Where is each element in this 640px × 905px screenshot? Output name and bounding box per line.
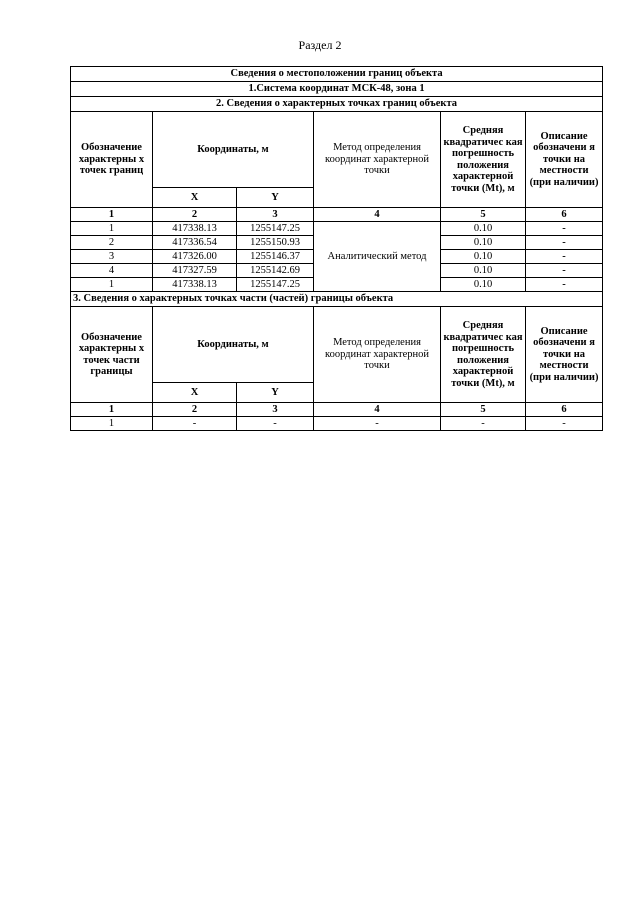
error-cell: 0.10 [441, 250, 526, 264]
y-cell: - [237, 417, 314, 431]
section3-title: 3. Сведения о характерных точках части (частей) границы объекта [71, 292, 603, 307]
col-number: 4 [314, 208, 441, 222]
method-cell: - [314, 417, 441, 431]
boundaries-table [70, 66, 603, 431]
point-cell: 1 [71, 417, 153, 431]
point-cell: 4 [71, 264, 153, 278]
error-cell: 0.10 [441, 264, 526, 278]
point-cell: 1 [71, 278, 153, 292]
coord-system: 1.Система координат МСК-48, зона 1 [71, 82, 603, 97]
col-number: 1 [71, 403, 153, 417]
x-cell: - [153, 417, 237, 431]
point-cell: 2 [71, 236, 153, 250]
x-cell: 417336.54 [153, 236, 237, 250]
header-y: Y [237, 188, 314, 208]
error-cell: - [441, 417, 526, 431]
x-cell: 417338.13 [153, 278, 237, 292]
header-error: Средняя квадратичес кая погрешность положения характерной точки (Mt), м [441, 112, 526, 208]
y-cell: 1255147.25 [237, 278, 314, 292]
col-number: 3 [237, 208, 314, 222]
col-number: 1 [71, 208, 153, 222]
y-cell: 1255147.25 [237, 222, 314, 236]
table-row [71, 417, 603, 431]
header-x: X [153, 188, 237, 208]
col-number: 6 [526, 208, 603, 222]
x-cell: 417326.00 [153, 250, 237, 264]
point-cell: 1 [71, 222, 153, 236]
desc-cell: - [526, 264, 603, 278]
header-coords: Координаты, м [153, 112, 314, 188]
desc-cell: - [526, 417, 603, 431]
header-coords: Координаты, м [153, 307, 314, 383]
col-number: 2 [153, 208, 237, 222]
y-cell: 1255142.69 [237, 264, 314, 278]
y-cell: 1255150.93 [237, 236, 314, 250]
desc-cell: - [526, 236, 603, 250]
desc-cell: - [526, 222, 603, 236]
col-number: 5 [441, 208, 526, 222]
table-title: Сведения о местоположении границ объекта [71, 67, 603, 82]
error-cell: 0.10 [441, 222, 526, 236]
section2-title: 2. Сведения о характерных точках границ объекта [71, 97, 603, 112]
x-cell: 417327.59 [153, 264, 237, 278]
header-designation: Обозначение характерны х точек границ [71, 112, 153, 208]
table-row [71, 222, 603, 236]
error-cell: 0.10 [441, 278, 526, 292]
header-description: Описание обозначени я точки на местности (при наличии) [526, 307, 603, 403]
desc-cell: - [526, 250, 603, 264]
col-number: 2 [153, 403, 237, 417]
header-x: X [153, 383, 237, 403]
x-cell: 417338.13 [153, 222, 237, 236]
desc-cell: - [526, 278, 603, 292]
col-number: 3 [237, 403, 314, 417]
header-method: Метод определения координат характерной точки [314, 112, 441, 208]
y-cell: 1255146.37 [237, 250, 314, 264]
header-y: Y [237, 383, 314, 403]
section-label: Раздел 2 [298, 38, 342, 52]
header-description: Описание обозначени я точки на местности (при наличии) [526, 112, 603, 208]
point-cell: 3 [71, 250, 153, 264]
col-number: 6 [526, 403, 603, 417]
col-number: 4 [314, 403, 441, 417]
method-cell: Аналитический метод [314, 222, 441, 292]
header-method: Метод определения координат характерной точки [314, 307, 441, 403]
header-designation: Обозначение характерны х точек части границы [71, 307, 153, 403]
col-number: 5 [441, 403, 526, 417]
error-cell: 0.10 [441, 236, 526, 250]
header-error: Средняя квадратичес кая погрешность положения характерной точки (Mt), м [441, 307, 526, 403]
